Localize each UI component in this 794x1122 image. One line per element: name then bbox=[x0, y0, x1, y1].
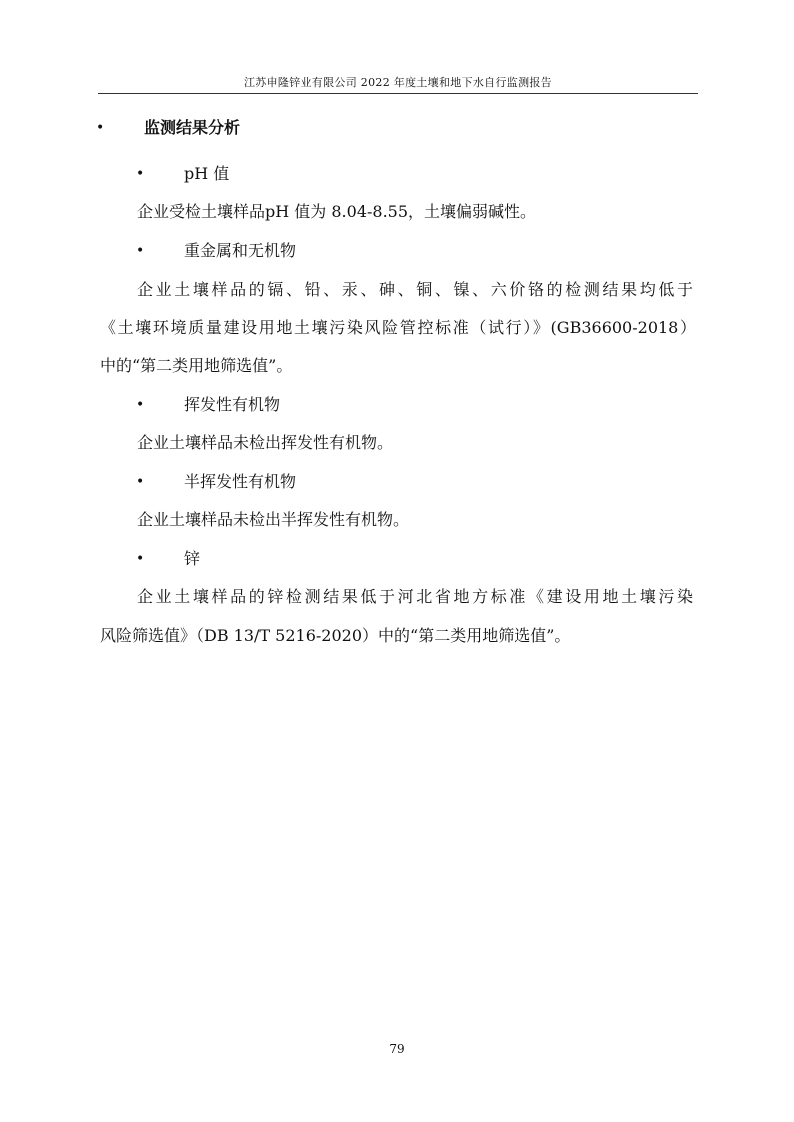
voc-title: 挥发性有机物 bbox=[184, 395, 281, 414]
header-rule bbox=[98, 93, 698, 94]
zinc-bullet: • bbox=[136, 551, 145, 567]
ph-bullet: • bbox=[136, 166, 145, 182]
running-header: 江苏申隆锌业有限公司 2022 年度土壤和地下水自行监测报告 bbox=[244, 76, 552, 89]
heavy-metals-body-line1: 企业土壤样品的镉、铅、汞、砷、铜、镍、六价铬的检测结果均低于 bbox=[137, 280, 693, 299]
page-number: 79 bbox=[389, 1042, 405, 1056]
zinc-body-line1: 企业土壤样品的锌检测结果低于河北省地方标准《建设用地土壤污染 bbox=[137, 587, 693, 606]
zinc-title: 锌 bbox=[184, 549, 201, 568]
ph-body: 企业受检土壤样品pH 值为 8.04-8.55，土壤偏弱碱性。 bbox=[137, 202, 537, 221]
voc-body: 企业土壤样品未检出挥发性有机物。 bbox=[137, 433, 394, 452]
ph-title: pH 值 bbox=[184, 164, 230, 183]
heavy-metals-body-line3: 中的“第二类用地筛选值”。 bbox=[100, 356, 293, 375]
svoc-bullet: • bbox=[136, 474, 145, 490]
svoc-title: 半挥发性有机物 bbox=[184, 472, 297, 491]
section-title: 监测结果分析 bbox=[144, 118, 241, 137]
heavy-metals-bullet: • bbox=[136, 243, 145, 259]
heavy-metals-body-line2: 《土壤环境质量建设用地土壤污染风险管控标准（试行）》(GB36600-2018） bbox=[100, 318, 696, 337]
section-bullet: • bbox=[96, 120, 105, 136]
svoc-body: 企业土壤样品未检出半挥发性有机物。 bbox=[137, 510, 410, 529]
heavy-metals-title: 重金属和无机物 bbox=[184, 241, 297, 260]
voc-bullet: • bbox=[136, 397, 145, 413]
zinc-body-line2: 风险筛选值》（DB 13/T 5216-2020）中的“第二类用地筛选值”。 bbox=[100, 626, 571, 645]
